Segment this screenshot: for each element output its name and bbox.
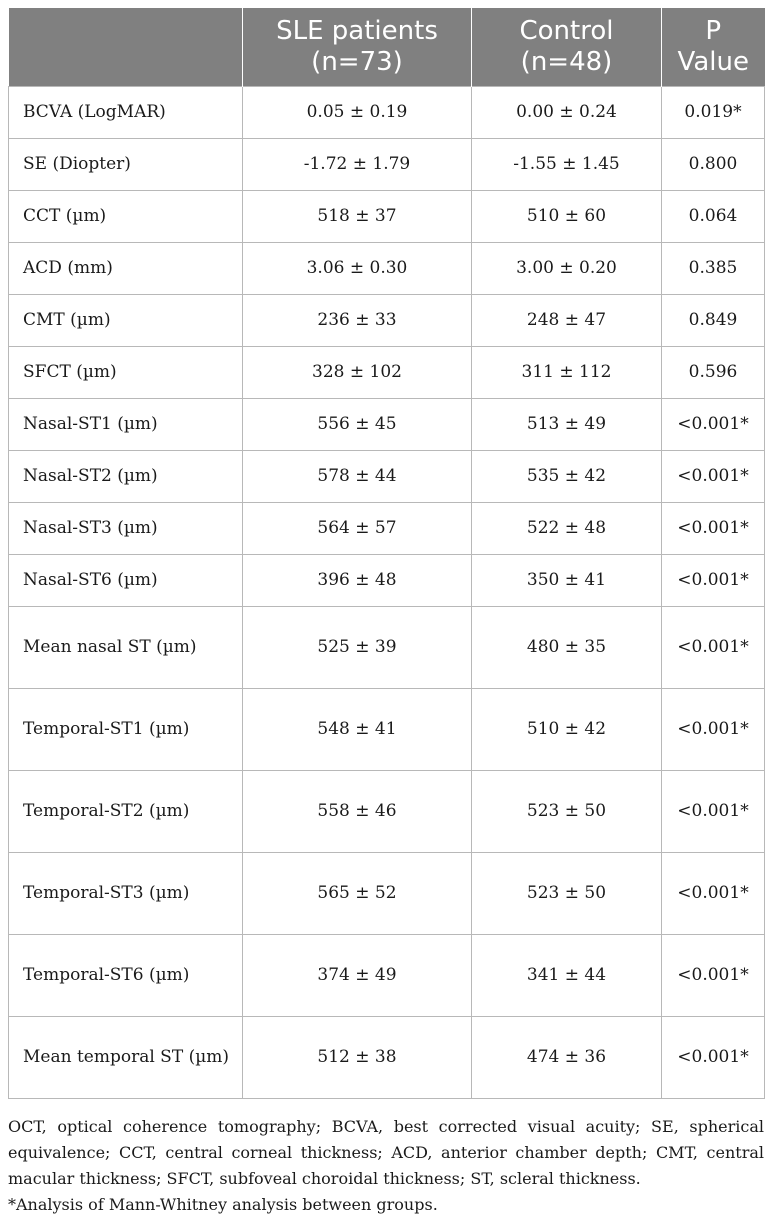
control-value: 3.00 ± 0.20 <box>472 242 662 294</box>
row-label: SE (Diopter) <box>9 138 243 190</box>
table-row <box>9 606 765 688</box>
p-value: <0.001* <box>662 554 765 606</box>
header-parameter <box>9 8 243 86</box>
table-row <box>9 294 765 346</box>
table-row <box>9 852 765 934</box>
p-value: <0.001* <box>662 852 765 934</box>
table-row <box>9 190 765 242</box>
row-label: Mean temporal ST (µm) <box>9 1016 243 1098</box>
table-row <box>9 1016 765 1098</box>
table-row <box>9 770 765 852</box>
row-label: ACD (mm) <box>9 242 243 294</box>
sle-value: 3.06 ± 0.30 <box>243 242 472 294</box>
abbreviations-note: OCT, optical coherence tomography; BCVA, best corrected visual acuity; SE, spherical equivalence; CCT, central corneal thickness; ACD, anterior chamber depth; CMT, central macular thickness; SFCT, subfoveal choroidal thickness; ST, scleral thickness. <box>8 1117 764 1188</box>
table-row <box>9 138 765 190</box>
row-label: CCT (µm) <box>9 190 243 242</box>
control-value: 510 ± 42 <box>472 688 662 770</box>
header-p-value: P Value <box>662 8 765 86</box>
control-value: 248 ± 47 <box>472 294 662 346</box>
p-value: 0.385 <box>662 242 765 294</box>
sle-value: 558 ± 46 <box>243 770 472 852</box>
p-value: <0.001* <box>662 770 765 852</box>
control-value: -1.55 ± 1.45 <box>472 138 662 190</box>
row-label: Nasal-ST3 (µm) <box>9 502 243 554</box>
table-row <box>9 688 765 770</box>
table-row <box>9 86 765 138</box>
row-label: Nasal-ST6 (µm) <box>9 554 243 606</box>
control-value: 350 ± 41 <box>472 554 662 606</box>
sle-value: 0.05 ± 0.19 <box>243 86 472 138</box>
sle-value: 374 ± 49 <box>243 934 472 1016</box>
control-value: 480 ± 35 <box>472 606 662 688</box>
control-value: 341 ± 44 <box>472 934 662 1016</box>
p-value: <0.001* <box>662 688 765 770</box>
control-value: 522 ± 48 <box>472 502 662 554</box>
control-value: 535 ± 42 <box>472 450 662 502</box>
sle-value: -1.72 ± 1.79 <box>243 138 472 190</box>
table-row <box>9 934 765 1016</box>
control-value: 0.00 ± 0.24 <box>472 86 662 138</box>
row-label: Temporal-ST3 (µm) <box>9 852 243 934</box>
sle-value: 518 ± 37 <box>243 190 472 242</box>
row-label: Nasal-ST1 (µm) <box>9 398 243 450</box>
p-value: <0.001* <box>662 502 765 554</box>
sle-value: 578 ± 44 <box>243 450 472 502</box>
table-row <box>9 554 765 606</box>
p-value: <0.001* <box>662 606 765 688</box>
control-value: 311 ± 112 <box>472 346 662 398</box>
row-label: Mean nasal ST (µm) <box>9 606 243 688</box>
row-label: Nasal-ST2 (µm) <box>9 450 243 502</box>
p-value: 0.064 <box>662 190 765 242</box>
row-label: Temporal-ST1 (µm) <box>9 688 243 770</box>
row-label: CMT (µm) <box>9 294 243 346</box>
sle-value: 556 ± 45 <box>243 398 472 450</box>
sle-value: 396 ± 48 <box>243 554 472 606</box>
header-sle-patients: SLE patients (n=73) <box>243 8 472 86</box>
sle-value: 564 ± 57 <box>243 502 472 554</box>
p-value: <0.001* <box>662 934 765 1016</box>
control-value: 523 ± 50 <box>472 852 662 934</box>
table-row <box>9 242 765 294</box>
p-value: 0.849 <box>662 294 765 346</box>
comparison-table <box>8 8 765 1099</box>
p-value: 0.596 <box>662 346 765 398</box>
table-row <box>9 346 765 398</box>
sle-value: 512 ± 38 <box>243 1016 472 1098</box>
table-footnotes <box>8 1114 764 1218</box>
control-value: 513 ± 49 <box>472 398 662 450</box>
p-value: 0.800 <box>662 138 765 190</box>
table-container <box>8 8 764 1099</box>
control-value: 523 ± 50 <box>472 770 662 852</box>
row-label: Temporal-ST6 (µm) <box>9 934 243 1016</box>
header-control: Control (n=48) <box>472 8 662 86</box>
p-value: <0.001* <box>662 450 765 502</box>
sle-value: 548 ± 41 <box>243 688 472 770</box>
row-label: Temporal-ST2 (µm) <box>9 770 243 852</box>
table-header-row <box>9 8 765 86</box>
sle-value: 328 ± 102 <box>243 346 472 398</box>
control-value: 474 ± 36 <box>472 1016 662 1098</box>
row-label: SFCT (µm) <box>9 346 243 398</box>
table-row <box>9 398 765 450</box>
table-row <box>9 450 765 502</box>
sle-value: 525 ± 39 <box>243 606 472 688</box>
table-row <box>9 502 765 554</box>
control-value: 510 ± 60 <box>472 190 662 242</box>
sle-value: 565 ± 52 <box>243 852 472 934</box>
significance-note: *Analysis of Mann-Whitney analysis between groups. <box>8 1195 438 1214</box>
p-value: <0.001* <box>662 1016 765 1098</box>
row-label: BCVA (LogMAR) <box>9 86 243 138</box>
sle-value: 236 ± 33 <box>243 294 472 346</box>
p-value: 0.019* <box>662 86 765 138</box>
p-value: <0.001* <box>662 398 765 450</box>
